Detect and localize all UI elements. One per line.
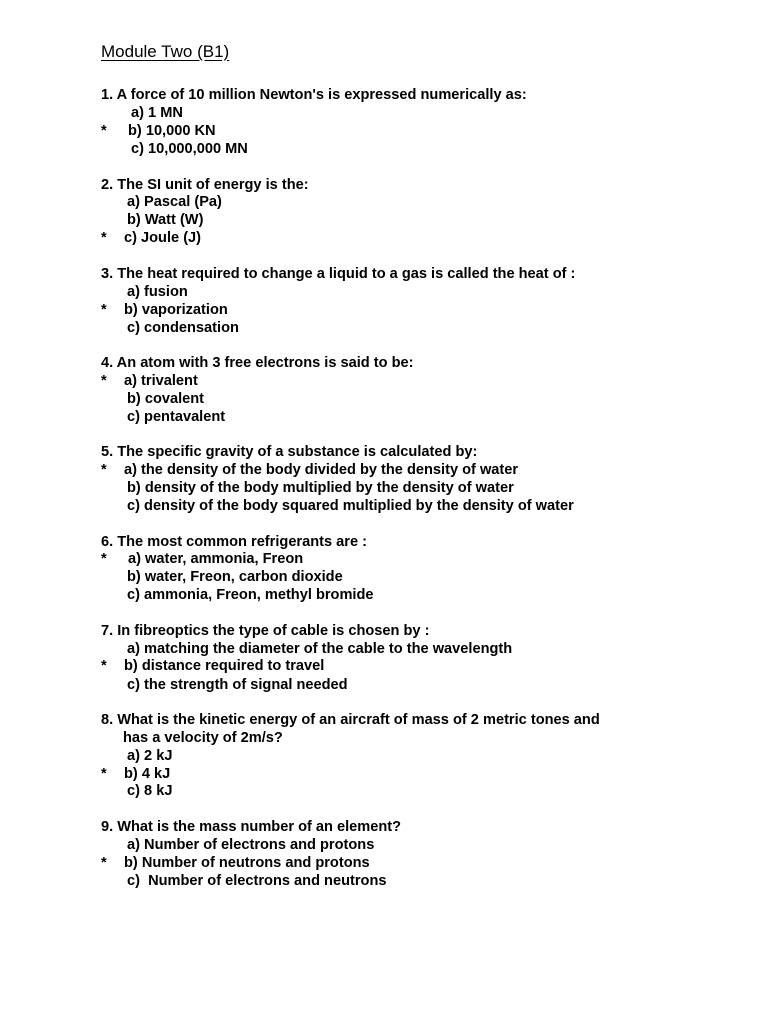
q5-option-b: b) density of the body multiplied by the density of water: [127, 480, 514, 496]
q8-answer-marker: *: [101, 766, 107, 782]
q2-option-c: c) Joule (J): [124, 230, 202, 246]
q3-option-c: c) condensation: [127, 320, 239, 336]
q6-answer-marker: *: [101, 551, 107, 567]
document-title: Module Two (B1): [101, 42, 230, 61]
q2-option-b: b) Watt (W): [127, 212, 204, 228]
q4-option-c: c) pentavalent: [127, 409, 226, 425]
q7-answer-marker: *: [101, 658, 107, 674]
q4-option-b: b) covalent: [127, 391, 205, 407]
q8-option-b: b) 4 kJ: [124, 766, 171, 782]
q6-option-c: c) ammonia, Freon, methyl bromide: [127, 587, 374, 603]
q5-option-c: c) density of the body squared multiplied by the density of water: [127, 498, 574, 514]
q1-answer-marker: *: [101, 123, 107, 139]
q9-option-b: b) Number of neutrons and protons: [124, 855, 370, 871]
q8-option-c: c) 8 kJ: [127, 783, 173, 799]
q4-answer-marker: *: [101, 373, 107, 389]
q6-option-a: a) water, ammonia, Freon: [128, 551, 304, 567]
question-2: 2. The SI unit of energy is the:: [101, 177, 309, 193]
q2-option-a: a) Pascal (Pa): [127, 194, 222, 210]
q7-option-a: a) matching the diameter of the cable to the wavelength: [127, 641, 513, 657]
q7-option-c: c) the strength of signal needed: [127, 677, 348, 693]
q9-option-a: a) Number of electrons and protons: [127, 837, 375, 853]
question-8: 8. What is the kinetic energy of an aircraft of mass of 2 metric tones and: [101, 712, 600, 728]
question-6: 6. The most common refrigerants are :: [101, 534, 368, 550]
q3-option-a: a) fusion: [127, 284, 188, 300]
q9-answer-marker: *: [101, 855, 107, 871]
question-4: 4. An atom with 3 free electrons is said to be:: [101, 355, 414, 371]
question-8-continued: has a velocity of 2m/s?: [123, 730, 283, 746]
q9-option-c: c) Number of electrons and neutrons: [127, 873, 387, 889]
q1-option-a: a) 1 MN: [131, 105, 183, 121]
q5-option-a: a) the density of the body divided by the density of water: [124, 462, 519, 478]
q3-option-b: b) vaporization: [124, 302, 228, 318]
q3-answer-marker: *: [101, 302, 107, 318]
q5-answer-marker: *: [101, 462, 107, 478]
q7-option-b: b) distance required to travel: [124, 658, 325, 674]
q1-option-c: c) 10,000,000 MN: [131, 141, 248, 157]
q6-option-b: b) water, Freon, carbon dioxide: [127, 569, 343, 585]
question-1: 1. A force of 10 million Newton's is expressed numerically as:: [101, 87, 527, 103]
q8-option-a: a) 2 kJ: [127, 748, 173, 764]
q4-option-a: a) trivalent: [124, 373, 198, 389]
q2-answer-marker: *: [101, 230, 107, 246]
question-3: 3. The heat required to change a liquid to a gas is called the heat of :: [101, 266, 576, 282]
q1-option-b: b) 10,000 KN: [128, 123, 216, 139]
question-5: 5. The specific gravity of a substance is calculated by:: [101, 444, 478, 460]
question-9: 9. What is the mass number of an element?: [101, 819, 402, 835]
question-7: 7. In fibreoptics the type of cable is chosen by :: [101, 623, 430, 639]
